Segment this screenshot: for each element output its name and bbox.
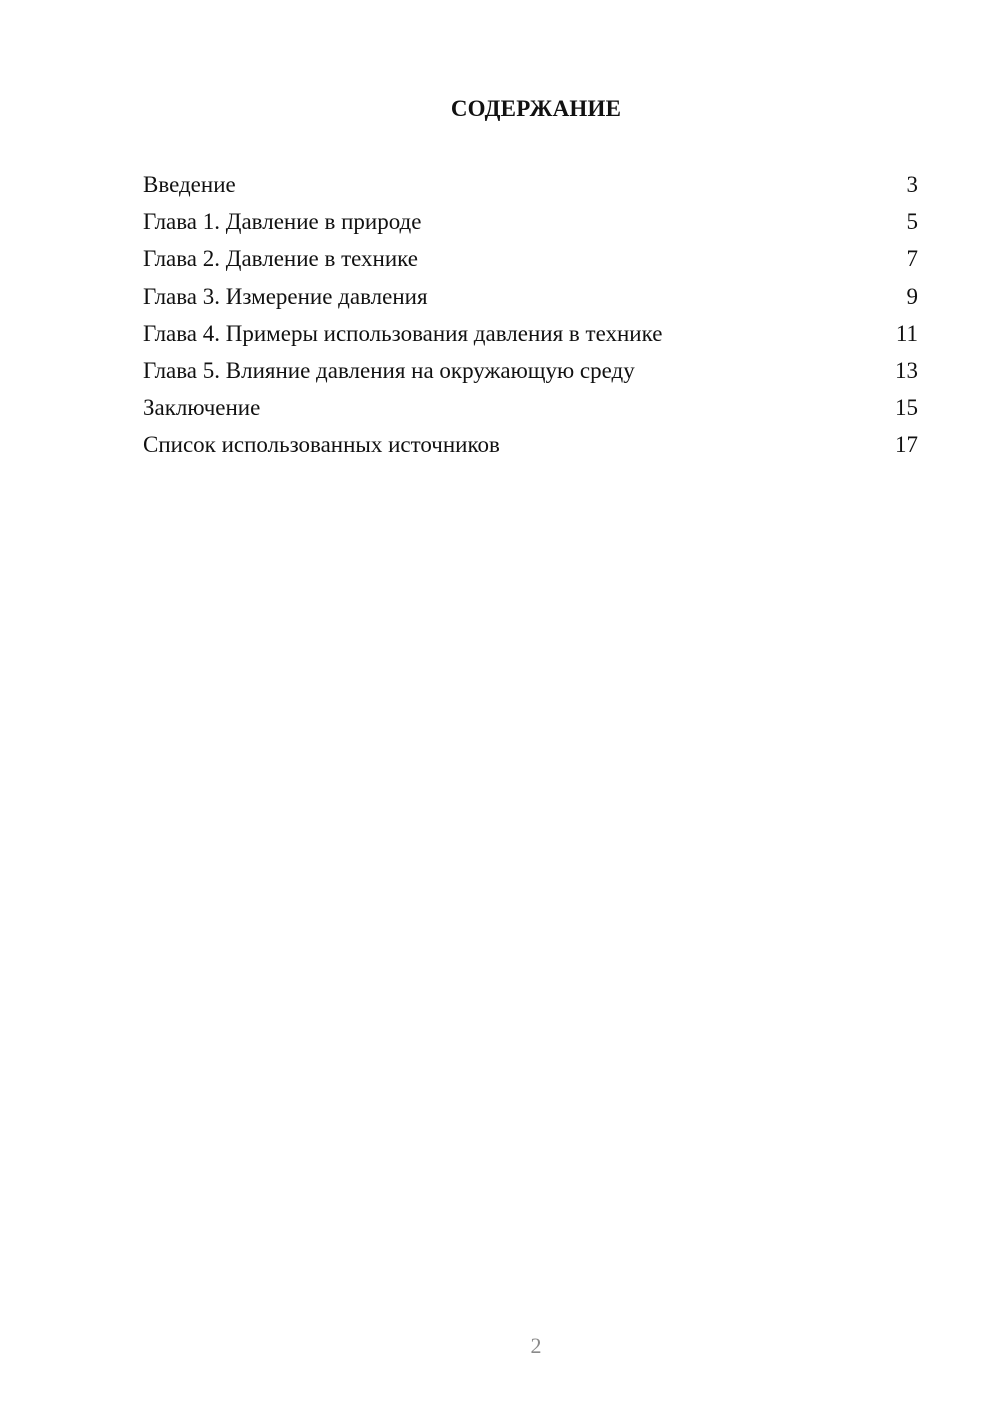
page-title: СОДЕРЖАНИЕ: [450, 96, 622, 121]
toc-entry-page: 13: [895, 357, 918, 383]
toc-row: [143, 356, 918, 393]
toc-row: [143, 393, 918, 430]
toc-entry-label: Заключение: [143, 395, 261, 421]
toc-entry-page: 9: [906, 283, 918, 309]
toc-entry-page: 15: [895, 395, 918, 421]
toc-entry-label: Глава 4. Примеры использования давления в технике: [143, 320, 663, 346]
toc-row: [143, 207, 918, 244]
table-of-contents: [143, 170, 918, 468]
toc-entry-label: Глава 3. Измерение давления: [143, 283, 428, 309]
toc-row: [143, 282, 918, 319]
toc-entry-label: Глава 2. Давление в технике: [143, 246, 418, 272]
toc-row: [143, 319, 918, 356]
toc-entry-label: Список использованных источников: [143, 432, 500, 458]
toc-row: [143, 430, 918, 467]
toc-entry-label: Глава 1. Давление в природе: [143, 209, 422, 235]
toc-entry-page: 3: [906, 172, 918, 197]
toc-entry-page: 11: [895, 320, 918, 346]
toc-entry-label: Введение: [143, 172, 236, 197]
toc-entry-label: Глава 5. Влияние давления на окружающую среду: [143, 357, 635, 383]
toc-entry-page: 5: [906, 209, 918, 235]
toc-row: [143, 170, 918, 207]
toc-entry-page: 7: [906, 246, 918, 272]
toc-entry-page: 17: [895, 432, 918, 458]
page-number: 2: [530, 1333, 542, 1358]
toc-row: [143, 244, 918, 281]
